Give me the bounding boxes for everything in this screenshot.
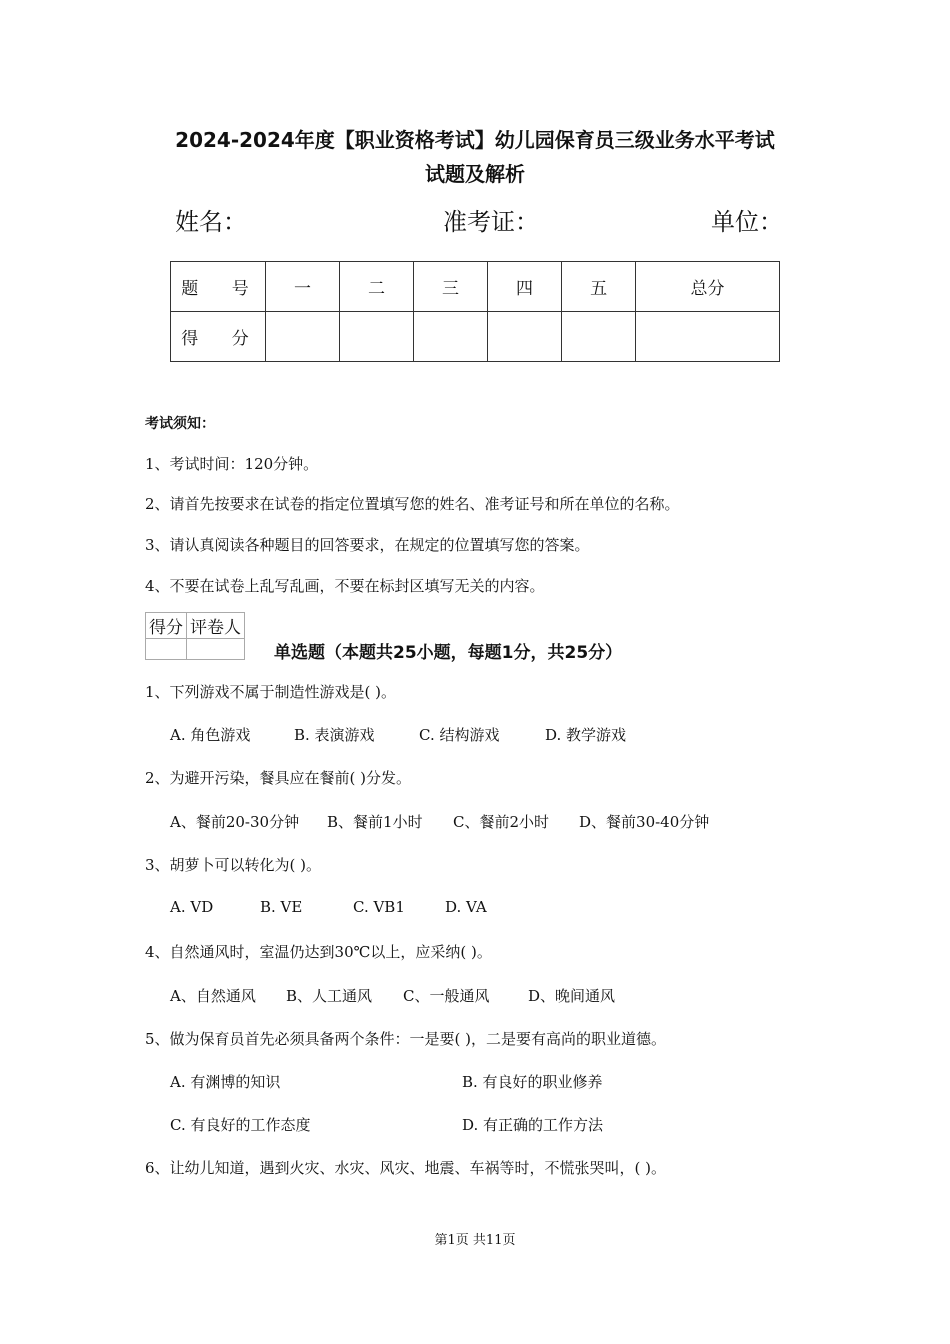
option: C. VB1 [353,898,405,916]
score-header-cell: 题 号 [171,262,266,312]
option: A、餐前20-30分钟 [170,813,300,831]
option: D. 有正确的工作方法 [462,1116,604,1134]
option: A、自然通风 [170,987,256,1005]
notice-item: 2、请首先按要求在试卷的指定位置填写您的姓名、准考证号和所在单位的名称。 [145,495,680,513]
exam-id-label: 准考证： [443,208,539,236]
score-table-header-row [171,262,780,312]
score-cell[interactable] [266,312,340,362]
option: C. 结构游戏 [419,726,500,744]
score-row-label: 得 分 [171,312,266,362]
option: B. 表演游戏 [294,726,375,744]
score-header-cell: 一 [266,262,340,312]
score-header-cell: 四 [488,262,562,312]
notice-heading: 考试须知： [145,416,215,432]
score-cell[interactable] [562,312,636,362]
option: C、一般通风 [403,987,490,1005]
notice-item: 1、考试时间：120分钟。 [145,455,319,473]
option: B. VE [260,898,303,916]
option: D. VA [445,898,487,916]
option: D、餐前30-40分钟 [579,813,710,831]
option: D、晚间通风 [528,987,616,1005]
score-cell[interactable] [636,312,780,362]
option: C、餐前2小时 [453,813,550,831]
question-text: 1、下列游戏不属于制造性游戏是( )。 [145,683,397,701]
score-cell[interactable] [488,312,562,362]
question-text: 3、胡萝卜可以转化为( )。 [145,856,322,874]
option: B、餐前1小时 [327,813,423,831]
grader-score-cell[interactable] [146,639,187,660]
score-table-score-row [171,312,780,362]
score-header-cell: 五 [562,262,636,312]
question-text: 2、为避开污染，餐具应在餐前( )分发。 [145,769,412,787]
score-header-cell: 二 [340,262,414,312]
unit-label: 单位： [711,208,783,236]
option: A. 角色游戏 [170,726,251,744]
question-text: 6、让幼儿知道，遇到火灾、水灾、风灾、地震、车祸等时，不慌张哭叫，( )。 [145,1159,667,1177]
score-header-cell: 总分 [636,262,780,312]
name-label: 姓名： [175,208,247,236]
notice-item: 4、不要在试卷上乱写乱画，不要在标封区填写无关的内容。 [145,577,545,595]
question-text: 5、做为保育员首先必须具备两个条件：一是要( )，二是要有高尚的职业道德。 [145,1030,667,1048]
option: B、人工通风 [286,987,373,1005]
page-title: 2024-2024年度【职业资格考试】幼儿园保育员三级业务水平考试 [175,128,775,152]
score-table [170,261,780,362]
section-title: 单选题（本题共25小题，每题1分，共25分） [274,643,623,663]
score-cell[interactable] [414,312,488,362]
option: A. VD [170,898,214,916]
option: B. 有良好的职业修养 [462,1073,603,1091]
grader-name-cell[interactable] [187,639,245,660]
score-cell[interactable] [340,312,414,362]
page-footer: 第1页 共11页 [434,1233,516,1248]
question-text: 4、自然通风时，室温仍达到30℃以上，应采纳( )。 [145,943,492,961]
notice-item: 3、请认真阅读各种题目的回答要求，在规定的位置填写您的答案。 [145,536,590,554]
option: D. 教学游戏 [545,726,627,744]
grader-score-label: 得分 [146,613,187,639]
option: C. 有良好的工作态度 [170,1116,311,1134]
score-header-cell: 三 [414,262,488,312]
page-subtitle: 试题及解析 [425,162,525,186]
grader-name-label: 评卷人 [187,613,245,639]
grader-box [145,612,245,660]
option: A. 有渊博的知识 [170,1073,281,1091]
